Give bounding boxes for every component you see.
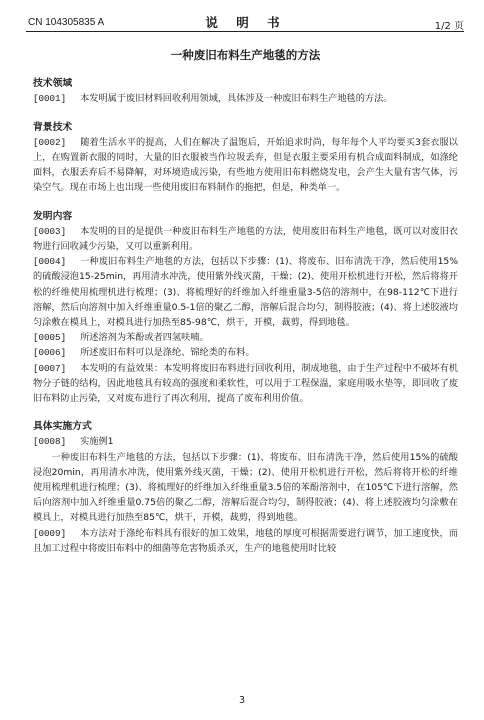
paragraph-text: 本方法对于涤纶布料具有很好的加工效果，地毯的厚度可根据需要进行调节，加工速度快，而且加工过程中将废旧布料中的细菌等危害物质杀灭，生产的地毯使用时比较 (33, 527, 458, 554)
page-number: 3 (238, 695, 246, 706)
paragraph-text: 所述溶剂为苯酚或者四氢呋喃。 (80, 332, 209, 344)
paragraph-number: [0008] (33, 436, 67, 448)
page-header (28, 8, 464, 30)
paragraph-text: 一种废旧布料生产地毯的方法，包括以下步骤：(1)、将废布、旧布清洗干净，然后使用15%的硫酸浸泡15-25min，再用清水冲洗，使用紫外线灭菌，干燥；(2)、使用开松机进行开松，然后将将开松的纤维使用梳理机进行梳理；(3)、将梳理好的纤维加入纤维重量3-5倍的溶剂中，在98-112℃下进行溶解，然后向溶剂中加入纤维重量0.5-1倍的聚乙二醇，溶解后混合均匀，制得胶液；(4)、将上述胶液均匀涂敷在模具上，对模具进行加热至85-98℃，烘干，开模，裁剪，得到地毯。 (33, 256, 458, 329)
paragraph-text: 随着生活水平的提高，人们在解决了温饱后，开始追求时尚，每年每个人平均要买3套衣服以上，在购置新衣服的同时，大量的旧衣服被当作垃圾丢弃，但是衣服主要采用有机合成面料制成，如涤纶面料，衣服丢弃后不易降解，对环境造成污染，有些地方使用旧布料燃烧发电，会产生大量有害气体，污染空气。现在市场上也出现一些使用废旧布料制作的拖把，但是，种类单一。 (33, 136, 458, 194)
paragraph (33, 91, 458, 106)
paragraph-number: [0007] (33, 362, 67, 374)
section-heading: 发明内容 (33, 210, 73, 222)
patent-title: 一种废旧布料生产地毯的方法 (170, 48, 321, 62)
paragraph-number: [0003] (33, 225, 67, 237)
section-technical-field (33, 76, 458, 106)
paragraph-text: 实施例1 (80, 436, 114, 448)
header-divider (26, 31, 464, 32)
paragraph (33, 135, 458, 196)
section-heading: 具体实施方式 (33, 421, 92, 433)
paragraph-text: 所述废旧布料可以是涤纶、锦纶类的布料。 (80, 347, 255, 359)
paragraph (33, 526, 458, 556)
paragraph-text: 本发明的目的是提供一种废旧布料生产地毯的方法，使用废旧布料生产地毯，既可以对废旧衣物进行回收减少污染，又可以重新利用。 (33, 225, 458, 253)
section-heading: 背景技术 (33, 121, 73, 133)
paragraph (33, 224, 458, 254)
paragraph (33, 450, 458, 526)
paragraph-number: [0005] (33, 332, 67, 344)
section-summary (33, 209, 458, 407)
paragraph (33, 345, 458, 360)
paragraph-text: 一种废旧布料生产地毯的方法，包括以下步骤：(1)、将废布、旧布清洗干净，然后使用15%的硫酸浸泡20min，再用清水冲洗，使用紫外线灭菌，干燥；(2)、使用开松机进行开松，然后将将开松的纤维使用梳理机进行梳理；(3)、将梳理好的纤维加入纤维重量3.5倍的苯酚溶剂中，在105℃下进行溶解，然后向溶剂中加入纤维重量0.75倍的聚乙二醇，溶解后混合均匀，制得胶液；(4)、将上述胶液均匀涂敷在模具上，对模具进行加热至85℃，烘干，开模，裁剪，得到地毯。 (33, 451, 458, 524)
paragraph-number: [0009] (33, 527, 67, 539)
paragraph-number: [0002] (33, 136, 67, 148)
section-embodiments (33, 419, 458, 556)
paragraph-number: [0006] (33, 347, 67, 359)
document-body (33, 41, 458, 556)
paragraph-text: 本发明属于废旧材料回收利用领域，具体涉及一种废旧布料生产地毯的方法。 (80, 93, 393, 105)
page-info: 1/2 页 (434, 21, 464, 32)
paragraph (33, 434, 458, 449)
paragraph-text: 本发明的有益效果：本发明将废旧布料进行回收利用，制成地毯，由于生产过程中不破坏有机物分子链的结构，因此地毯具有较高的强度和柔软性，可以用于工程保温，家庭用吸水垫等，即回收了废旧布料防止污染，又对废布进行了再次利用，提高了废布利用价值。 (33, 362, 458, 405)
paragraph (33, 361, 458, 407)
publication-number: CN 104305835 A (28, 17, 105, 28)
section-background (33, 120, 458, 196)
paragraph (33, 254, 458, 330)
section-heading: 技术领域 (33, 78, 73, 90)
document-type-title: 说 明 书 (205, 15, 287, 30)
paragraph-number: [0004] (33, 256, 67, 268)
paragraph-number: [0001] (33, 93, 67, 105)
paragraph (33, 330, 458, 345)
